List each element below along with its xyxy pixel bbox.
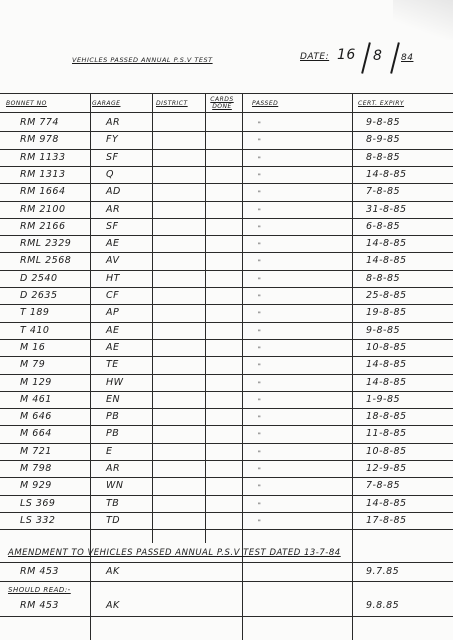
garage-cell: AP bbox=[106, 307, 120, 319]
column-divider bbox=[352, 93, 353, 640]
bonnet-cell: M 461 bbox=[20, 393, 52, 405]
cert-cell: 25-8-85 bbox=[366, 290, 407, 301]
garage-cell: Q bbox=[106, 168, 114, 180]
garage-cell: AR bbox=[106, 203, 121, 215]
cert-cell: 14-8-85 bbox=[366, 168, 407, 180]
row-rule bbox=[0, 304, 453, 305]
row-rule bbox=[0, 131, 453, 132]
passed-cell: " bbox=[258, 345, 262, 353]
row-rule bbox=[0, 356, 453, 357]
bonnet-cell: RM 2100 bbox=[20, 203, 66, 215]
row-rule bbox=[0, 495, 453, 496]
bonnet-cell: RM 774 bbox=[20, 117, 59, 128]
cert-cell: 8-8-85 bbox=[366, 151, 401, 163]
garage-cell: AV bbox=[106, 255, 120, 267]
cert-cell: 14-8-85 bbox=[366, 497, 407, 509]
passed-cell: " bbox=[258, 328, 262, 336]
garage-cell: EN bbox=[106, 393, 121, 405]
passed-cell: " bbox=[258, 415, 262, 423]
bonnet-cell: M 664 bbox=[20, 428, 52, 440]
bonnet-cell: RML 2329 bbox=[20, 238, 72, 250]
row-rule bbox=[0, 443, 453, 444]
passed-cell: " bbox=[258, 138, 262, 146]
passed-cell: " bbox=[258, 449, 262, 457]
passed-cell: " bbox=[258, 172, 262, 180]
garage-cell: PB bbox=[106, 428, 120, 440]
cert-cell: 7-8-85 bbox=[366, 480, 401, 492]
row-rule bbox=[0, 287, 453, 288]
cert-cell: 14-8-85 bbox=[366, 255, 407, 267]
amend-corrected-garage: AK bbox=[106, 600, 120, 611]
page-shadow bbox=[393, 0, 453, 40]
garage-cell: FY bbox=[106, 134, 119, 146]
cert-cell: 19-8-85 bbox=[366, 307, 407, 319]
passed-cell: " bbox=[258, 294, 262, 301]
table-rule bbox=[0, 616, 453, 617]
cert-cell: 10-8-85 bbox=[366, 445, 407, 457]
bonnet-cell: T 189 bbox=[20, 307, 50, 319]
table-top-rule bbox=[0, 93, 453, 94]
bonnet-cell: LS 332 bbox=[20, 514, 56, 526]
cert-cell: 14-8-85 bbox=[366, 238, 407, 250]
garage-cell: TE bbox=[106, 359, 119, 371]
row-rule bbox=[0, 529, 453, 530]
row-rule bbox=[0, 235, 453, 236]
header-bonnet: BONNET NO bbox=[6, 100, 47, 107]
cert-cell: 6-8-85 bbox=[366, 220, 401, 232]
garage-cell: HW bbox=[106, 376, 124, 388]
passed-cell: " bbox=[258, 242, 262, 250]
cert-cell: 9-8-85 bbox=[366, 117, 401, 128]
row-rule bbox=[0, 374, 453, 375]
passed-cell: " bbox=[258, 276, 262, 284]
cert-cell: 9-8-85 bbox=[366, 324, 401, 336]
garage-cell: PB bbox=[106, 411, 120, 423]
row-rule bbox=[0, 512, 453, 513]
cert-cell: 14-8-85 bbox=[366, 376, 407, 388]
passed-cell: " bbox=[258, 363, 262, 371]
garage-cell: AR bbox=[106, 463, 121, 474]
header-district: DISTRICT bbox=[156, 100, 188, 107]
row-rule bbox=[0, 166, 453, 167]
amend-corrected-bonnet: RM 453 bbox=[20, 600, 59, 611]
row-rule bbox=[0, 460, 453, 461]
bonnet-cell: M 721 bbox=[20, 445, 52, 457]
passed-cell: " bbox=[258, 467, 262, 474]
garage-cell: SF bbox=[106, 220, 119, 232]
cert-cell: 10-8-85 bbox=[366, 341, 407, 353]
bonnet-cell: M 929 bbox=[20, 480, 52, 492]
row-rule bbox=[0, 425, 453, 426]
row-rule bbox=[0, 201, 453, 202]
row-rule bbox=[0, 477, 453, 478]
row-rule bbox=[0, 270, 453, 271]
bonnet-cell: RM 1133 bbox=[20, 151, 66, 163]
passed-cell: " bbox=[258, 121, 262, 128]
bonnet-cell: D 2635 bbox=[20, 290, 58, 301]
table-rule bbox=[0, 562, 453, 563]
bonnet-cell: RM 1664 bbox=[20, 186, 66, 198]
amend-original-garage: AK bbox=[106, 566, 120, 577]
date-month: 8 bbox=[373, 48, 383, 64]
cert-cell: 8-9-85 bbox=[366, 134, 401, 146]
row-rule bbox=[0, 339, 453, 340]
date-slash bbox=[361, 42, 371, 74]
cert-cell: 14-8-85 bbox=[366, 359, 407, 371]
bonnet-cell: RM 2166 bbox=[20, 220, 66, 232]
passed-cell: " bbox=[258, 259, 262, 267]
bonnet-cell: T 410 bbox=[20, 324, 50, 336]
garage-cell: E bbox=[106, 445, 113, 457]
amend-corrected-cert: 9.8.85 bbox=[366, 600, 400, 611]
passed-cell: " bbox=[258, 311, 262, 319]
bonnet-cell: M 79 bbox=[20, 359, 46, 371]
date-label: DATE: bbox=[300, 52, 330, 62]
row-rule bbox=[0, 408, 453, 409]
row-rule bbox=[0, 149, 453, 150]
row-rule bbox=[0, 218, 453, 219]
bonnet-cell: M 16 bbox=[20, 341, 46, 353]
date-year: 84 bbox=[401, 53, 414, 63]
garage-cell: AE bbox=[106, 324, 120, 336]
garage-cell: AE bbox=[106, 238, 120, 250]
cert-cell: 7-8-85 bbox=[366, 186, 401, 198]
header-cards-done: CARDS DONE bbox=[210, 96, 234, 110]
date-day: 16 bbox=[337, 47, 356, 63]
cert-cell: 12-9-85 bbox=[366, 463, 407, 474]
amend-original-bonnet: RM 453 bbox=[20, 566, 59, 577]
passed-cell: " bbox=[258, 207, 262, 215]
garage-cell: AD bbox=[106, 186, 121, 198]
bonnet-cell: M 646 bbox=[20, 411, 52, 423]
garage-cell: HT bbox=[106, 272, 120, 284]
header-rule bbox=[0, 112, 453, 113]
passed-cell: " bbox=[258, 224, 262, 232]
cert-cell: 11-8-85 bbox=[366, 428, 407, 440]
cert-cell: 8-8-85 bbox=[366, 272, 401, 284]
cert-cell: 31-8-85 bbox=[366, 203, 407, 215]
column-divider bbox=[205, 93, 206, 543]
passed-cell: " bbox=[258, 190, 262, 198]
cert-cell: 1-9-85 bbox=[366, 393, 401, 405]
bonnet-cell: M 798 bbox=[20, 463, 52, 474]
cert-cell: 17-8-85 bbox=[366, 514, 407, 526]
bonnet-cell: D 2540 bbox=[20, 272, 58, 284]
garage-cell: AR bbox=[106, 117, 121, 128]
row-rule bbox=[0, 322, 453, 323]
bonnet-cell: RM 1313 bbox=[20, 168, 66, 180]
garage-cell: TB bbox=[106, 497, 120, 509]
cert-cell: 18-8-85 bbox=[366, 411, 407, 423]
passed-cell: " bbox=[258, 501, 262, 509]
header-cert-expiry: CERT. EXPIRY bbox=[358, 100, 405, 107]
garage-cell: TD bbox=[106, 514, 121, 526]
passed-cell: " bbox=[258, 380, 262, 388]
garage-cell: CF bbox=[106, 290, 120, 301]
row-rule bbox=[0, 252, 453, 253]
row-rule bbox=[0, 391, 453, 392]
garage-cell: SF bbox=[106, 151, 119, 163]
should-read-label: SHOULD READ:- bbox=[8, 586, 71, 594]
table-rule bbox=[0, 581, 453, 582]
document-title: VEHICLES PASSED ANNUAL P.S.V TEST bbox=[72, 56, 213, 64]
date-slash bbox=[390, 42, 400, 74]
amendment-heading: AMENDMENT TO VEHICLES PASSED ANNUAL P.S.V TEST DATED 13-7-84 bbox=[8, 548, 341, 558]
column-divider bbox=[152, 93, 153, 543]
header-garage: GARAGE bbox=[92, 100, 121, 107]
garage-cell: AE bbox=[106, 341, 120, 353]
bonnet-cell: RML 2568 bbox=[20, 255, 72, 267]
passed-cell: " bbox=[258, 155, 262, 163]
passed-cell: " bbox=[258, 484, 262, 492]
header-passed: PASSED bbox=[252, 100, 279, 107]
amend-original-cert: 9.7.85 bbox=[366, 566, 400, 577]
bonnet-cell: RM 978 bbox=[20, 134, 59, 146]
row-rule bbox=[0, 183, 453, 184]
garage-cell: WN bbox=[106, 480, 124, 492]
passed-cell: " bbox=[258, 397, 262, 405]
bonnet-cell: M 129 bbox=[20, 376, 52, 388]
passed-cell: " bbox=[258, 518, 262, 526]
passed-cell: " bbox=[258, 432, 262, 440]
bonnet-cell: LS 369 bbox=[20, 497, 56, 509]
